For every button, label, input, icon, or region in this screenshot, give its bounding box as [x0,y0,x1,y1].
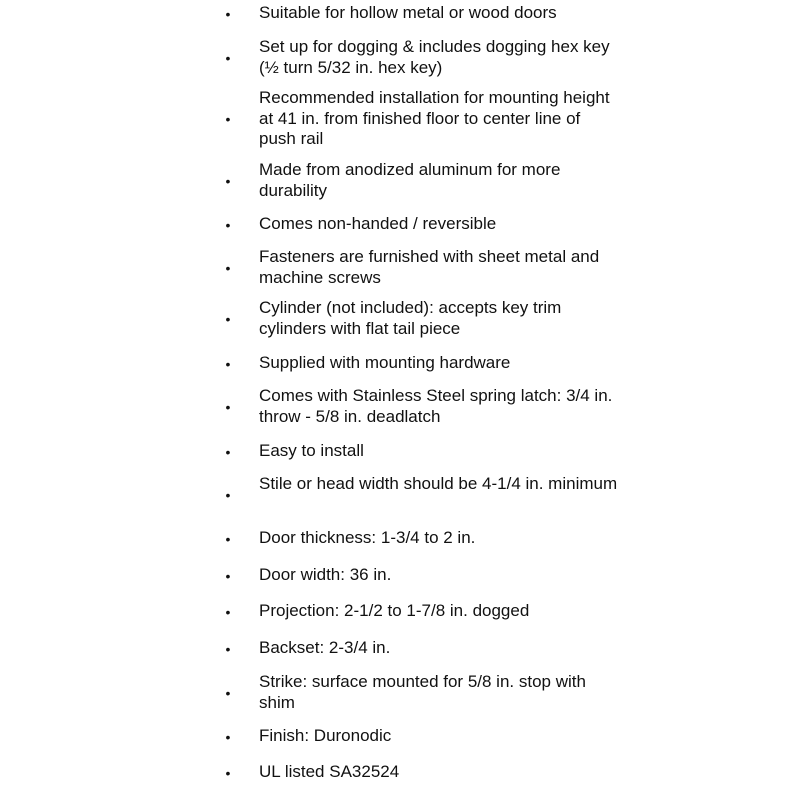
list-item-text: Comes non-handed / reversible [259,214,497,233]
bullet-icon: • [225,443,231,460]
bullet-icon: • [225,567,231,584]
list-item-text: Door thickness: 1-3/4 to 2 in. [259,528,476,547]
list-item-text: Comes with Stainless Steel spring latch: 3/4 in. throw - 5/8 in. deadlatch [259,386,613,426]
list-item [0,88,800,150]
list-item [0,298,800,339]
list-item [0,441,800,462]
list-item [0,386,800,427]
list-item [0,160,800,201]
list-item-text: Made from anodized aluminum for more durability [259,160,561,200]
bullet-icon: • [225,684,231,701]
list-item [0,565,800,586]
list-item-text: Projection: 2-1/2 to 1-7/8 in. dogged [259,601,530,620]
bullet-icon: • [225,355,231,372]
list-item-text: Recommended installation for mounting height at 41 in. from finished floor to center line of push rail [259,88,610,148]
list-item [0,3,800,24]
list-item-text: Door width: 36 in. [259,565,392,584]
list-item [0,601,800,622]
list-item-text: Easy to install [259,441,364,460]
bullet-icon: • [225,49,231,66]
list-item-text: Backset: 2-3/4 in. [259,638,391,657]
bullet-icon: • [225,728,231,745]
bullet-icon: • [225,216,231,233]
list-item-text: Cylinder (not included): accepts key trim cylinders with flat tail piece [259,298,562,338]
list-item [0,672,800,713]
bullet-icon: • [225,111,231,127]
list-item-text: Set up for dogging & includes dogging hex key (½ turn 5/32 in. hex key) [259,37,610,77]
list-item-text: Stile or head width should be 4-1/4 in. minimum [259,474,618,493]
list-item [0,726,800,747]
bullet-icon: • [225,764,231,781]
list-item-text: Suitable for hollow metal or wood doors [259,3,557,22]
list-item [0,474,800,515]
list-item [0,638,800,659]
bullet-icon: • [225,310,231,327]
bullet-icon: • [225,398,231,415]
list-item [0,37,800,78]
list-item [0,353,800,374]
bullet-icon: • [225,259,231,276]
bullet-icon: • [225,603,231,620]
list-item-text: Strike: surface mounted for 5/8 in. stop with shim [259,672,586,712]
list-item [0,528,800,549]
list-item-text: UL listed SA32524 [259,762,400,781]
bullet-icon: • [225,172,231,189]
bullet-icon: • [225,5,231,22]
bullet-icon: • [225,640,231,657]
list-item-text: Supplied with mounting hardware [259,353,511,372]
list-item-text: Fasteners are furnished with sheet metal and machine screws [259,247,600,287]
list-item [0,214,800,235]
list-item-text: Finish: Duronodic [259,726,392,745]
bullet-icon: • [225,530,231,547]
bullet-icon: • [225,486,231,503]
list-item [0,247,800,288]
list-item [0,762,800,783]
